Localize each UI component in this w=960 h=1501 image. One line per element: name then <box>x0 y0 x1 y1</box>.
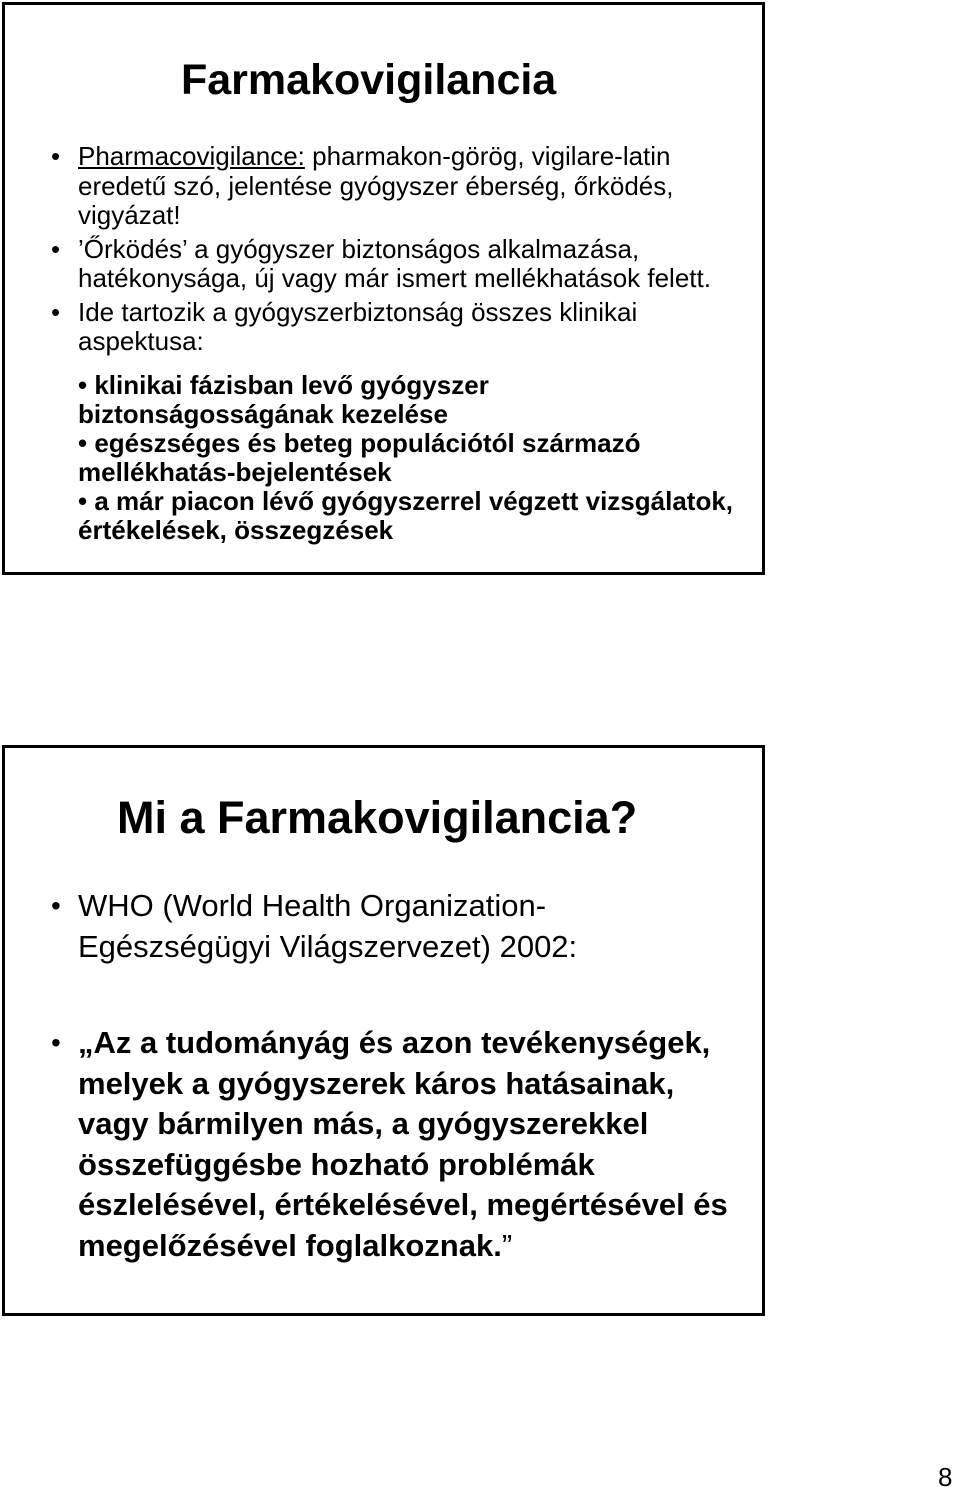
bullet-item <box>5 886 745 967</box>
term-pharmacovigilance: Pharmacovigilance: <box>78 141 305 171</box>
bullet-text: WHO (World Health Organization- Egészségügyi Világszervezet) 2002: <box>78 888 578 964</box>
sub-item: • a már piacon lévő gyógyszerrel végzett vizsgálatok, értékelések, összegzések <box>78 485 734 545</box>
bullet-item <box>5 235 745 294</box>
bullet-item <box>5 298 745 545</box>
bullet-dot-icon: • <box>51 296 61 327</box>
who-definition-quote: „Az a tudományág és azon tevékenységek, melyek a gyógyszerek káros hatásainak, vagy bármilyen más, a gyógyszerekkel összefüggésbe hozható problémák észlelésével, értékelésével, megértésével és megelőzésével foglalkoznak. <box>78 1025 728 1263</box>
bullet-dot-icon: • <box>51 1027 61 1058</box>
slide-mi-a-farmakovigilancia <box>2 745 765 1316</box>
sub-item: • klinikai fázisban levő gyógyszer biztonságosságának kezelése <box>78 369 489 429</box>
sub-item: • egészséges és beteg populációtól származó mellékhatás-bejelentések <box>78 427 641 487</box>
bullet-item <box>5 1023 745 1266</box>
bullet-list <box>5 886 745 1266</box>
sub-list <box>78 371 745 545</box>
page-number: 8 <box>938 1462 953 1492</box>
slide-title: Farmakovigilancia <box>181 56 557 104</box>
bullet-dot-icon: • <box>51 890 61 921</box>
closing-quote-mark: ” <box>501 1227 513 1263</box>
bullet-text: pharmakon-görög, vigilare-latin eredetű szó, jelentése gyógyszer éberség, őrködés, vigyázat! <box>78 141 674 230</box>
bullet-text: ’Őrködés’ a gyógyszer biztonságos alkalmazása, hatékonysága, új vagy már ismert mellékhatások felett. <box>78 233 711 293</box>
bullet-list <box>5 142 745 549</box>
slide-farmakovigilancia <box>2 2 765 575</box>
slide-title: Mi a Farmakovigilancia? <box>117 792 638 843</box>
bullet-dot-icon: • <box>51 141 61 171</box>
bullet-dot-icon: • <box>51 233 61 264</box>
bullet-text: Ide tartozik a gyógyszerbiztonság összes klinikai aspektusa: <box>78 296 638 356</box>
bullet-item <box>5 142 745 231</box>
